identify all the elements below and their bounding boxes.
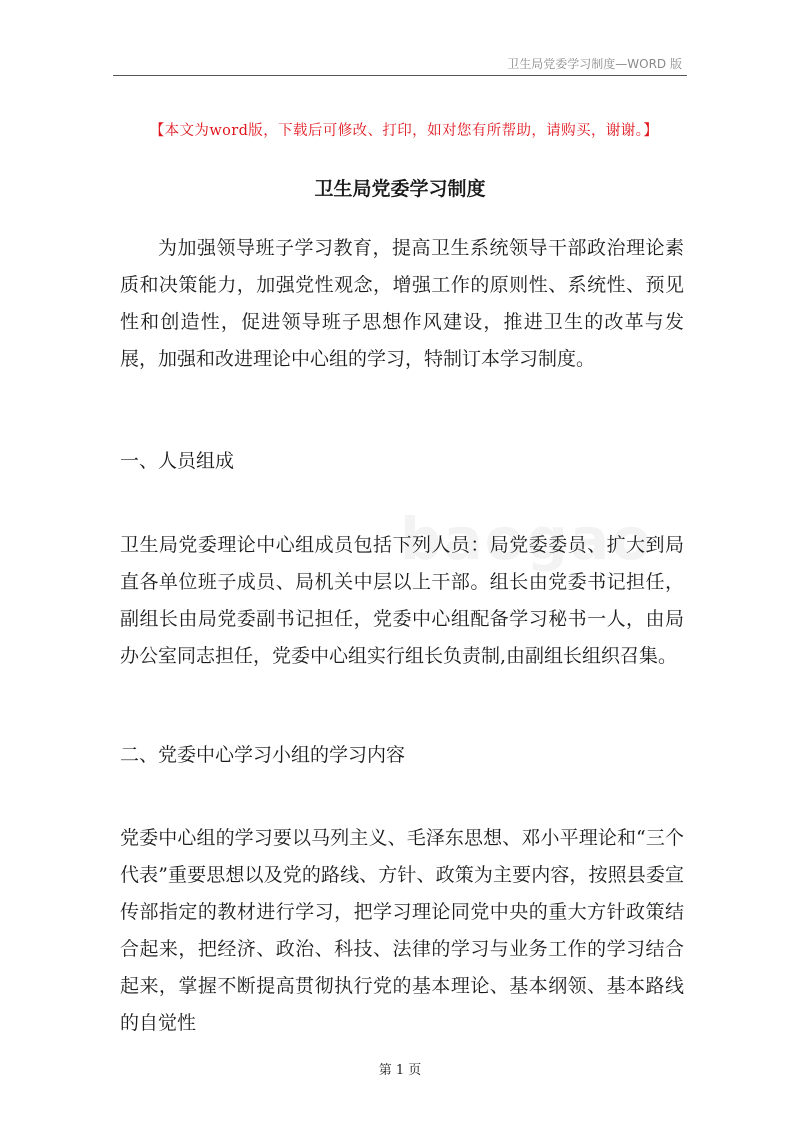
section-body-content: 党委中心组的学习要以马列主义、毛泽东思想、邓小平理论和“三个代表”重要思想以及党的路线、方针、政策为主要内容，按照县委宣传部指定的教材进行学习，把学习理论同党中央的重大方针政策结合起来，把经济、政治、科技、法律的学习与业务工作的学习结合起来，掌握不断提高贯彻执行党的基本理论、基本纲领、基本路线的自觉性 [120,827,684,1034]
section-body-personnel: 卫生局党委理论中心组成员包括下列人员：局党委委员、扩大到局直各单位班子成员、局机关中层以上干部。组长由党委书记担任，副组长由局党委副书记担任，党委中心组配备学习秘书一人，由局办公室同志担任，党委中心组实行组长负责制,由副组长组织召集。 [120,534,684,667]
page-number: 第 1 页 [378,1063,422,1078]
intro-paragraph: 为加强领导班子学习教育，提高卫生系统领导干部政治理论素质和决策能力，加强党性观念，增强工作的原则性、系统性、预见性和创造性，促进领导班子思想作风建设，推进卫生的改革与发展，加强和改进理论中心组的学习，特制订本学习制度。 [120,237,684,370]
purchase-notice: 【本文为word版，下载后可修改、打印，如对您有所帮助，请购买，谢谢。】 [149,123,659,139]
header-divider [113,75,687,76]
running-header: 卫生局党委学习制度—WORD 版 [507,57,682,71]
section-heading-content: 二、党委中心学习小组的学习内容 [120,744,406,766]
document-title: 卫生局党委学习制度 [314,178,486,200]
section-heading-personnel: 一、人员组成 [120,450,235,472]
